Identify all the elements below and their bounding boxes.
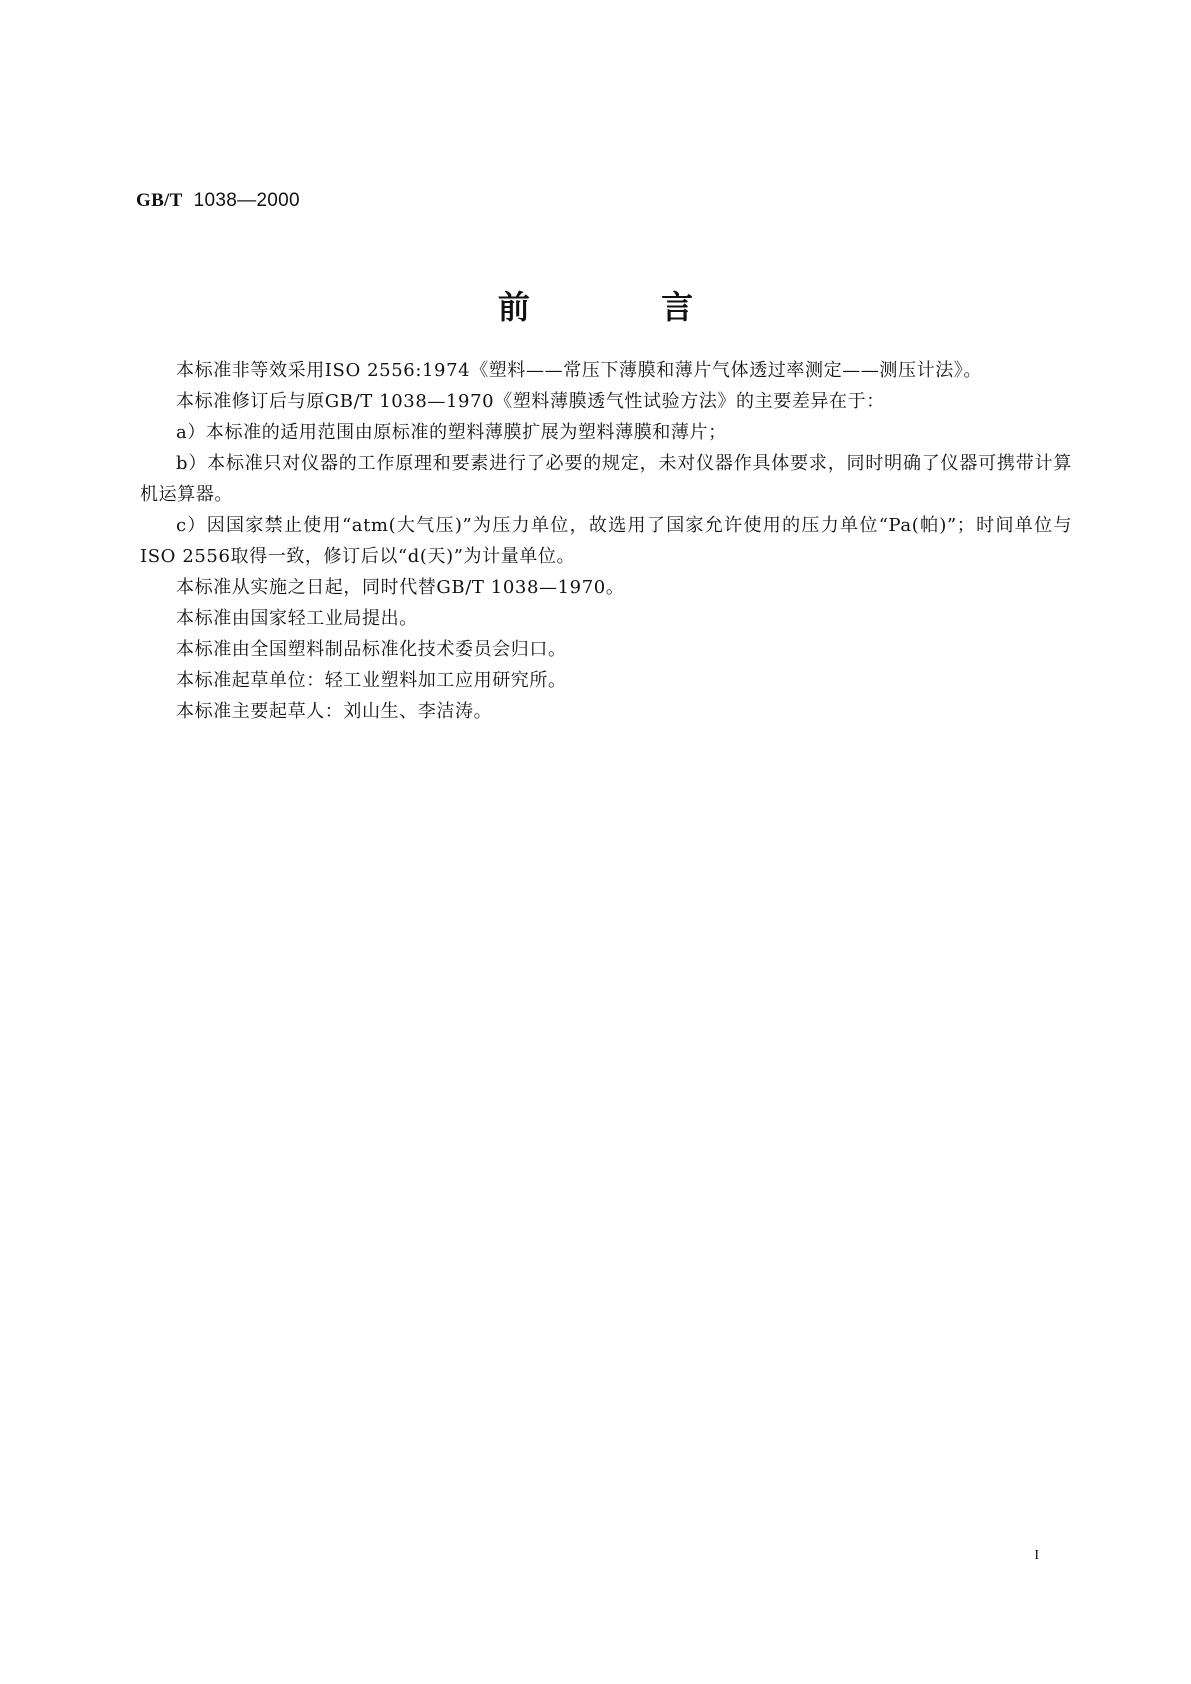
paragraph-committee: 本标准由全国塑料制品标准化技术委员会归口。 (176, 639, 567, 660)
paragraph-replacement: 本标准从实施之日起，同时代替GB/T 1038—1970。 (176, 577, 625, 598)
standard-code-number: 1038—2000 (193, 190, 300, 211)
paragraph-difference-a: a）本标准的适用范围由原标准的塑料薄膜扩展为塑料薄膜和薄片； (176, 422, 727, 443)
paragraph-difference-b: b）本标准只对仪器的工作原理和要素进行了必要的规定，未对仪器作具体要求，同时明确了仪器可携带计算机运算器。 (140, 453, 1072, 505)
page-number: I (1034, 1548, 1039, 1563)
paragraph-proposer: 本标准由国家轻工业局提出。 (176, 608, 418, 629)
paragraph-drafters: 本标准主要起草人：刘山生、李洁涛。 (176, 701, 493, 722)
foreword-body (140, 355, 1072, 727)
page-title: 前 言 (497, 288, 754, 326)
paragraph-drafting-unit: 本标准起草单位：轻工业塑料加工应用研究所。 (176, 670, 567, 691)
standard-code-prefix: GB/T (136, 190, 183, 211)
paragraph-difference-c: c）因国家禁止使用“atm(大气压)”为压力单位，故选用了国家允许使用的压力单位“Pa(帕)”；时间单位与ISO 2556取得一致，修订后以“d(天)”为计量单位。 (140, 515, 1072, 567)
standard-code-header (136, 190, 300, 212)
paragraph-adoption: 本标准非等效采用ISO 2556:1974《塑料——常压下薄膜和薄片气体透过率测定——测压计法》。 (176, 360, 982, 381)
paragraph-differences-intro: 本标准修订后与原GB/T 1038—1970《塑料薄膜透气性试验方法》的主要差异在于： (176, 391, 885, 412)
